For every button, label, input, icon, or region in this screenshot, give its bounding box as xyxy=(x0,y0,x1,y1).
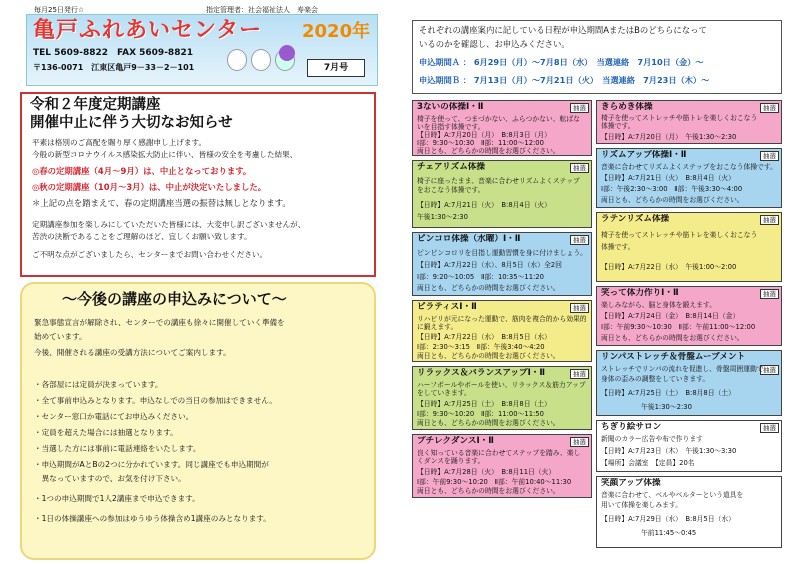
application-period-info xyxy=(412,20,782,94)
class-detail: Ⅰ部：2:30～3:15 Ⅱ部：午後3:40～4:20 xyxy=(417,343,545,351)
class-detail: 午後1:30～2:30 xyxy=(641,403,692,411)
class-detail: 椅子を使ってストレッチや筋トレを楽しくおこなう xyxy=(601,114,758,122)
class-detail: ピンピンコロリを目指し運動習慣を身に付けましょう。 xyxy=(417,249,587,257)
application-line: ・1つの申込期間で1人2講座まで申込できます。 xyxy=(34,494,200,503)
class-detail: 【日時】A:7月22日（水）、8月5日（水）全2回 xyxy=(417,261,562,269)
class-detail: に鍛えます。 xyxy=(417,323,458,331)
class-detail: をおこなう体操です。 xyxy=(417,186,485,194)
application-title: ～今後の講座の申込みについて～ xyxy=(62,290,287,308)
application-line: 緊急事態宣言が解除され、センターでの講座も徐々に開催していく準備を xyxy=(34,318,285,327)
notice-title-line1: 令和２年度定期講座 xyxy=(30,97,161,113)
class-detail: 体操です。 xyxy=(601,243,635,251)
class-detail: 用いて体操を楽しみます。 xyxy=(601,501,683,509)
class-detail: 午後1:30～2:30 xyxy=(417,213,468,221)
lottery-badge: 抽選 xyxy=(760,365,779,375)
class-title: プチレクダンスⅠ・Ⅱ xyxy=(417,436,494,446)
class-detail: をしていきます。 xyxy=(417,389,471,397)
period-a: 申込期間Ａ ： 6月29日（月）～7月8日（水） 当選連絡 7月10日（金）～ xyxy=(419,57,704,67)
publish-note: 毎月25日発行☆ xyxy=(34,6,85,14)
application-line: ・定員を超えた場合には抽選となります。 xyxy=(34,428,178,437)
application-info xyxy=(20,282,376,560)
class-card xyxy=(596,350,782,416)
lottery-badge: 抽選 xyxy=(760,423,779,433)
year-label: 2020年 xyxy=(302,21,371,42)
class-detail: 両日とも、どちらかの時間をお選びください。 xyxy=(417,487,560,495)
class-detail: 両日とも、どちらかの時間をお選びください。 xyxy=(417,352,560,360)
class-detail: リハビリが元になった運動で、筋肉を複合的から効果的 xyxy=(417,315,587,323)
class-title: ちぎり絵サロン xyxy=(601,422,662,432)
class-detail: Ⅰ部：午前9:30～10:20 Ⅱ部：午前10:40～11:30 xyxy=(417,478,572,486)
period-b: 申込期間Ｂ ： 7月13日（月）～7月21日（火） 当選連絡 7月23日（木）～ xyxy=(419,75,710,85)
class-detail: 音楽に合わせてリズムよくステップをおこなう体操です。 xyxy=(601,163,777,171)
intro-text: それぞれの講座案内に記している日程が申込期間AまたはBのどちらになって xyxy=(419,25,707,35)
class-title: チェアリズム体操 xyxy=(417,162,485,172)
application-line: ・各部屋には定員が決まっています。 xyxy=(34,380,163,389)
class-title: きらめき体操 xyxy=(601,102,653,112)
grape-icon xyxy=(279,45,295,61)
class-detail: 椅子に座ったまま、音楽に合わせリズムよくステップ xyxy=(417,177,580,185)
lottery-badge: 抽選 xyxy=(570,303,589,313)
tel-fax: TEL 5609-8822 FAX 5609-8821 xyxy=(33,48,193,58)
class-card xyxy=(596,286,782,346)
class-card xyxy=(596,148,782,208)
class-card xyxy=(412,300,592,362)
class-card xyxy=(596,100,782,144)
class-detail: 【場所】会議室 【定員】20名 xyxy=(601,459,695,467)
class-detail: 両日とも、どちらかの時間をお選びください。 xyxy=(417,147,560,155)
spring-notice: ◎春の定期講座（4月～9月）は、中止となっております。 xyxy=(32,166,252,176)
class-title: 笑顔アップ体操 xyxy=(601,478,661,488)
application-line: 今後、開催される講座の受講方法についてご案内します。 xyxy=(34,348,231,357)
lottery-badge: 抽選 xyxy=(570,235,589,245)
class-detail: 【日時】A:7月23日（木） 午後1:30～3:30 xyxy=(601,447,737,455)
transfer-note: ＊上記の点を踏まえて、春の定期講座当選の振替は無しとなります。 xyxy=(32,198,291,208)
autumn-notice: ◎秋の定期講座（10月～3月）は、中止が決定いたしました。 xyxy=(32,182,267,192)
class-detail: Ⅰ部：午前9:30～10:30 Ⅱ部：午前11:00～12:00 xyxy=(601,323,756,331)
class-title: 3ないの体操Ⅰ・Ⅱ xyxy=(417,102,484,112)
manager-note: 指定管理者：社会福祉法人 寿楽会 xyxy=(206,6,318,14)
notice-text: 苦渋の決断であることをご理解のほど、宜しくお願い致します。 xyxy=(32,232,252,241)
class-detail: くダンスを踊ります。 xyxy=(417,457,485,465)
class-detail: 両日とも、どちらかの時間をお選びください。 xyxy=(601,334,744,342)
class-detail: 両日とも、どちらかの時間をお選びください。 xyxy=(417,419,560,427)
notice-text: ご不明な点がございましたら、センターまでお問い合わせください。 xyxy=(32,250,268,259)
class-detail: 体操です。 xyxy=(601,122,635,130)
lottery-badge: 抽選 xyxy=(760,215,779,225)
class-detail: 椅子を使って、つまづかない、ふらつかない、転ばな xyxy=(417,115,580,123)
application-line: ・全て事前申込みとなります。申込なしでの当日の参加はできません。 xyxy=(34,396,277,405)
class-detail: Ⅰ部：9:30～10:20 Ⅱ部：11:00～11:50 xyxy=(417,410,544,418)
class-title: ピラティスⅠ・Ⅱ xyxy=(417,302,477,312)
lottery-badge: 抽選 xyxy=(570,163,589,173)
class-detail: 身体の歪みの調整をしていきます。 xyxy=(601,375,710,383)
class-detail: 午前11:45～0:45 xyxy=(641,529,697,537)
notice-text: 平素は格別のご高配を賜り厚く感謝申し上げます。 xyxy=(32,138,207,147)
class-title: リラックス＆バランスアップⅠ・Ⅱ xyxy=(417,368,546,378)
newsletter-header xyxy=(6,6,380,88)
class-detail: 椅子を使ってストレッチや筋トレを楽しくおこなう xyxy=(601,231,758,239)
address: 〒136-0071 江東区亀戸9－33－2－101 xyxy=(33,63,195,72)
application-line: ・1日の体操講座への参加はゆうゆう体操含め1講座のみとなります。 xyxy=(34,514,271,523)
class-card xyxy=(596,476,782,548)
class-title: ピンコロ体操（水曜）Ⅰ・Ⅱ xyxy=(417,234,521,244)
class-detail: 新聞のカラー広告や布で作ります xyxy=(601,435,703,443)
class-card xyxy=(412,366,592,430)
lottery-badge: 抽選 xyxy=(760,151,779,161)
lottery-badge: 抽選 xyxy=(760,289,779,299)
application-line: ・センター窓口か電話にてお申込みください。 xyxy=(34,412,194,421)
lottery-badge: 抽選 xyxy=(570,437,589,447)
class-title: リンパストレッチ＆骨盤ムーブメント xyxy=(601,352,746,362)
snowman-icon xyxy=(251,49,271,71)
center-title: 亀戸ふれあいセンター xyxy=(33,18,263,43)
notice-text: 今般の新型コロナウイルス感染拡大防止に伴い、皆様の安全を考慮した結果、 xyxy=(32,150,298,159)
class-title: リズムアップ体操Ⅰ・Ⅱ xyxy=(601,150,687,160)
class-detail: 【日時】A:7月25日（土） B:8月8日（土） xyxy=(417,400,551,408)
class-detail: 【日時】A:7月22日（水） 午後1:00～2:00 xyxy=(601,263,737,271)
class-detail: 音楽に合わせて、ベルやベルターという道具を xyxy=(601,491,744,499)
intro-text: いるのかを確認し、お申込みください。 xyxy=(419,39,570,49)
class-detail: ストレッチでリンパの流れを促進し、骨盤周囲運動で xyxy=(601,365,764,373)
notice-text: 定期講座参加を楽しみにしていただいた皆様には、大変申し訳ございませんが、 xyxy=(32,220,306,229)
application-line: ・当選した方には事前に電話連絡をいたします。 xyxy=(34,444,201,453)
application-line: 異なっていますので、お気を付け下さい。 xyxy=(34,474,186,483)
class-detail: 【日時】A:7月21日（火） B:8月4日（火） xyxy=(601,174,735,182)
header-banner xyxy=(26,14,378,86)
application-line: ・申込期間がAとBの2つに分かれています。同じ講座でも申込期間が xyxy=(34,460,269,469)
snowman-icon xyxy=(227,49,247,71)
class-detail: 【日時】A:7月24日（金） B:8月14日（金） xyxy=(601,312,740,320)
class-card xyxy=(412,232,592,296)
class-detail: 【日時】A:7月29日（水） B:8月5日（水） xyxy=(601,515,735,523)
class-detail: 楽しみながら、脳と身体を鍛えます。 xyxy=(601,301,717,309)
class-card xyxy=(596,420,782,472)
class-detail: 【日時】A:7月20日（月） 午後1:30～2:30 xyxy=(601,133,737,141)
class-card xyxy=(596,212,782,282)
class-card xyxy=(412,160,592,228)
class-card xyxy=(412,100,592,156)
lottery-badge: 抽選 xyxy=(760,103,779,113)
lottery-badge: 抽選 xyxy=(570,103,589,113)
class-title: ラテンリズム体操 xyxy=(601,214,670,224)
class-detail: 良く知っている音楽に合わせてステップを踏み、楽し xyxy=(417,449,581,457)
cancellation-notice xyxy=(20,92,376,277)
class-detail: Ⅰ部：9:20～10:05 Ⅱ部：10:35～11:20 xyxy=(417,273,544,281)
class-detail: Ⅰ部：午後2:30～3:00 Ⅱ部：午後3:30～4:00 xyxy=(601,185,743,193)
class-card xyxy=(412,434,592,498)
class-detail: 両日とも、どちらかの時間をお選びください。 xyxy=(601,196,744,204)
class-detail: 【日時】A:7月25日（土） B:8月8日（土） xyxy=(601,389,735,397)
application-line: 始めています。 xyxy=(34,332,87,341)
class-detail: 【日時】A:7月22日（水） B:8月5日（水） xyxy=(417,333,551,341)
class-detail: Ⅰ部：9:30～10:30 Ⅱ部：11:00～12:00 xyxy=(417,139,544,147)
class-detail: いを目指す体操です。 xyxy=(417,123,485,131)
class-detail: 【日時】A:7月28日（火） B:8月11日（火） xyxy=(417,468,556,476)
class-detail: 両日とも、どちらかの時間をお選びください。 xyxy=(417,284,560,292)
class-title: 笑って体力作りⅠ・Ⅱ xyxy=(601,288,679,298)
class-detail: 【日時】A:7月21日（火） B:8月4日（火） xyxy=(417,201,551,209)
notice-title xyxy=(30,96,233,132)
class-detail: 【日時】A:7月20日（月） B:8月3日（月） xyxy=(417,131,551,139)
issue-month: 7月号 xyxy=(307,59,365,77)
notice-title-line2: 開催中止に伴う大切なお知らせ xyxy=(30,115,233,132)
class-detail: ハーフポールやボールを使い、リラックス＆筋力アップ xyxy=(417,381,586,389)
lottery-badge: 抽選 xyxy=(570,369,589,379)
